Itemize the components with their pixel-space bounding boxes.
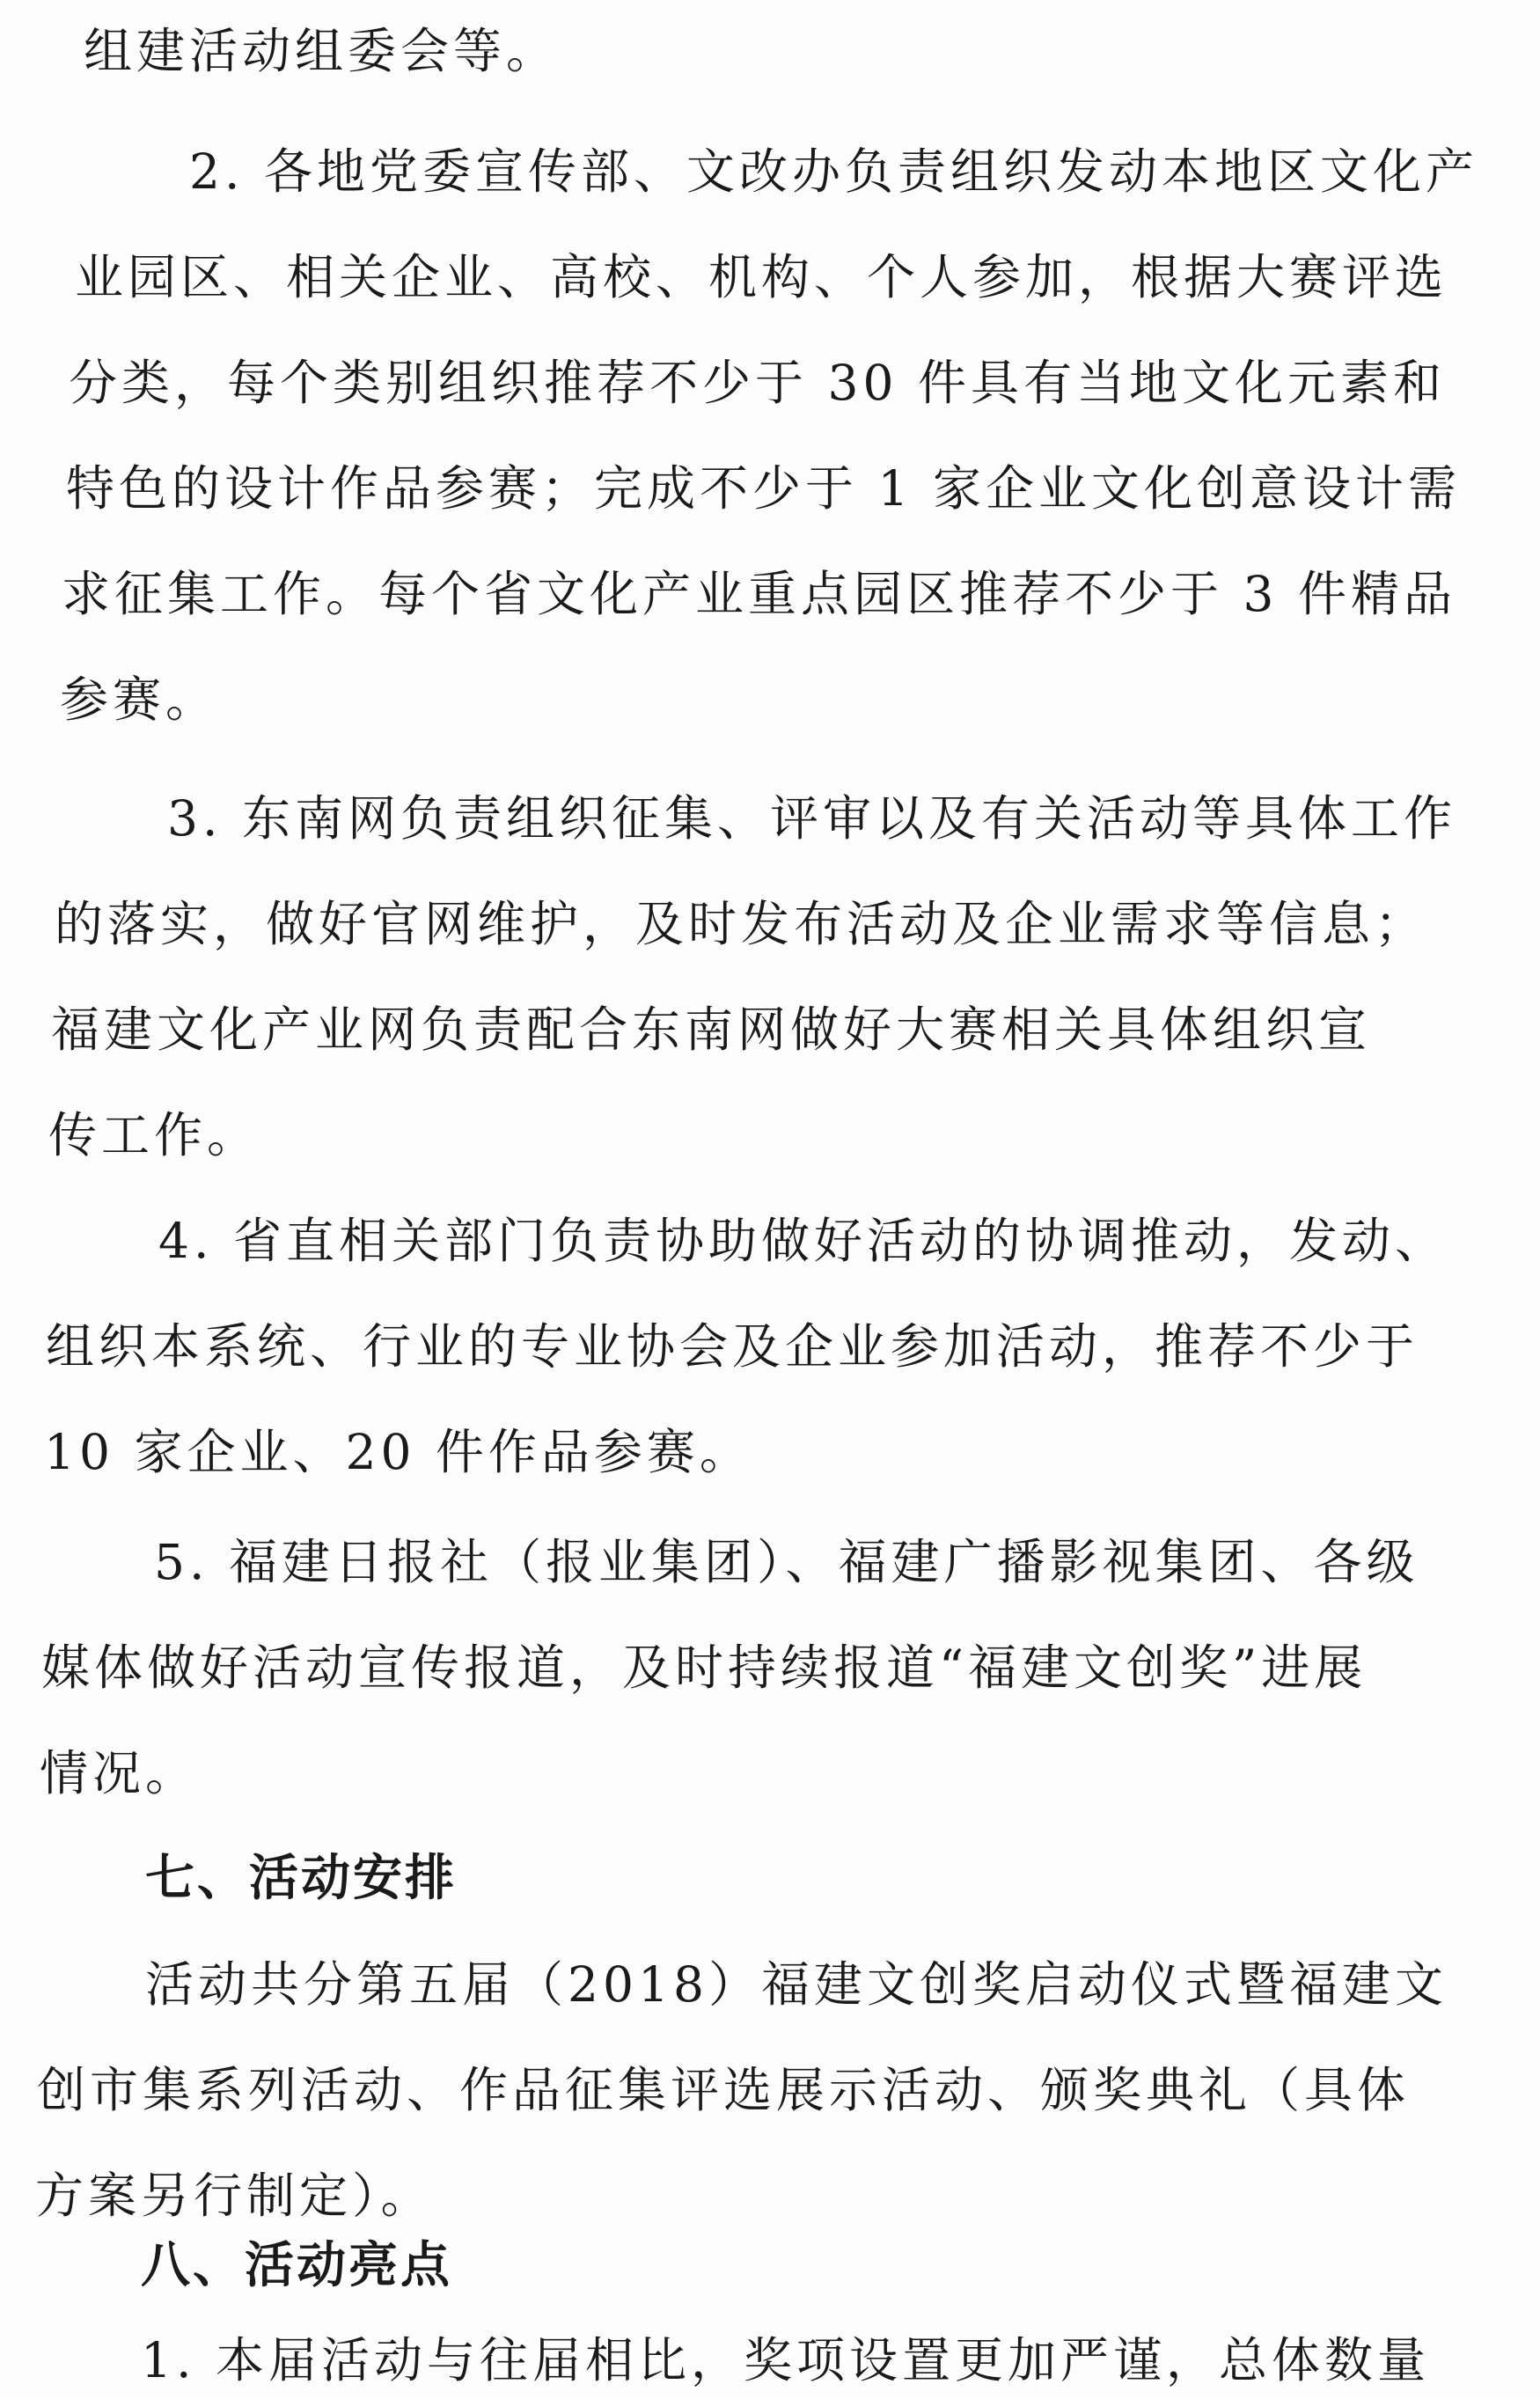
text-line-10: 福建文化产业网负责配合东南网做好大赛相关具体组织宣 xyxy=(51,1001,1372,1058)
text-line-14: 10 家企业、20 件作品参赛。 xyxy=(44,1424,752,1480)
text-line-1: 组建活动组委会等。 xyxy=(84,23,560,79)
text-line-20: 创市集系列活动、作品征集评选展示活动、颁奖典礼（具体 xyxy=(37,2062,1411,2118)
text-line-6: 求征集工作。每个省文化产业重点园区推荐不少于 3 件精品 xyxy=(62,566,1456,622)
text-line-3: 业园区、相关企业、高校、机构、个人参加，根据大赛评选 xyxy=(75,249,1448,305)
text-line-9: 的落实，做好官网维护，及时发布活动及企业需求等信息； xyxy=(55,896,1428,952)
section-heading-activity-schedule: 七、活动安排 xyxy=(145,1850,457,1907)
section-heading-activity-highlights: 八、活动亮点 xyxy=(141,2237,452,2294)
text-line-13: 组织本系统、行业的专业协会及企业参加活动，推荐不少于 xyxy=(46,1318,1419,1375)
text-line-5: 特色的设计作品参赛；完成不少于 1 家企业文化创意设计需 xyxy=(66,460,1461,517)
text-line-21: 方案另行制定）。 xyxy=(35,2168,434,2224)
text-line-23: 1. 本届活动与往届相比，奖项设置更加严谨，总体数量 xyxy=(141,2332,1430,2388)
text-line-8: 3. 东南网负责组织征集、评审以及有关活动等具体工作 xyxy=(167,790,1456,847)
text-line-2: 2. 各地党委宣传部、文改办负责组织发动本地区文化产 xyxy=(189,143,1478,200)
text-line-19: 活动共分第五届（2018）福建文创奖启动仪式暨福建文 xyxy=(145,1956,1448,2013)
text-line-17: 情况。 xyxy=(40,1745,199,1801)
text-line-4: 分类，每个类别组织推荐不少于 30 件具有当地文化元素和 xyxy=(69,355,1446,411)
text-line-11: 传工作。 xyxy=(48,1107,260,1163)
text-line-7: 参赛。 xyxy=(60,671,219,728)
text-line-16: 媒体做好活动宣传报道，及时持续报道“福建文创奖”进展 xyxy=(41,1640,1368,1696)
text-line-12: 4. 省直相关部门负责协助做好活动的协调推动，发动、 xyxy=(158,1213,1448,1269)
text-line-15: 5. 福建日报社（报业集团）、福建广播影视集团、各级 xyxy=(154,1534,1419,1590)
